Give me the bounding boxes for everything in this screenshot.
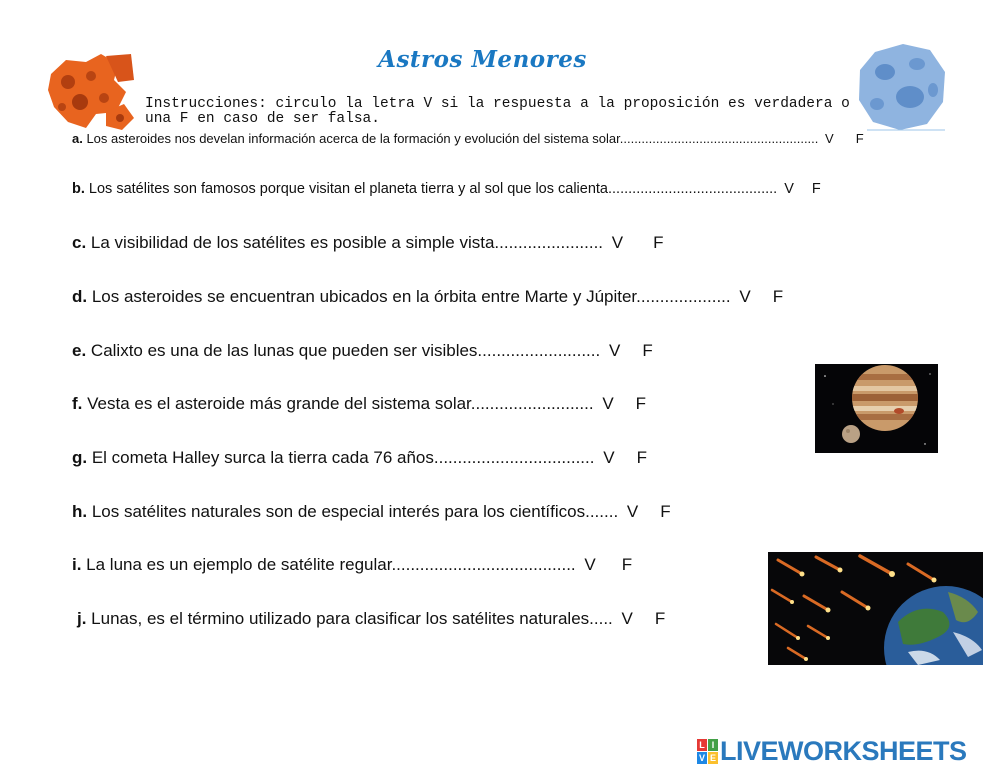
question-letter: j. <box>77 609 87 628</box>
question-text: La luna es un ejemplo de satélite regular....................................... <box>81 555 576 574</box>
question-item <box>72 287 783 307</box>
liveworksheets-logo[interactable] <box>697 735 967 767</box>
option-f[interactable]: F <box>642 341 653 360</box>
question-letter: d. <box>72 287 88 306</box>
option-v[interactable]: V <box>621 609 633 628</box>
option-f[interactable]: F <box>621 555 633 574</box>
question-letter: a. <box>72 131 83 146</box>
option-f[interactable]: F <box>653 233 664 252</box>
logo-tile: I <box>708 739 718 751</box>
question-item <box>77 609 665 629</box>
logo-text: LIVEWORKSHEETS <box>720 735 967 766</box>
option-v[interactable]: V <box>603 448 615 467</box>
meteors-earth-image <box>768 552 983 665</box>
logo-tile: V <box>698 752 705 763</box>
question-text: Los satélites naturales son de especial interés para los científicos....... <box>87 502 619 521</box>
option-v[interactable]: V <box>739 287 751 306</box>
question-text: Calixto es una de las lunas que pueden ser visibles.......................... <box>86 341 601 360</box>
option-v[interactable]: V <box>608 341 621 360</box>
option-f[interactable]: F <box>811 181 821 197</box>
question-letter: g. <box>72 448 88 467</box>
question-item <box>72 181 821 197</box>
question-item <box>72 394 646 414</box>
question-letter: f. <box>72 394 83 413</box>
option-f[interactable]: F <box>636 448 647 467</box>
option-v[interactable]: V <box>784 181 794 197</box>
logo-tile: E <box>709 752 716 763</box>
option-f[interactable]: F <box>855 131 864 146</box>
option-f[interactable]: F <box>772 287 784 306</box>
question-text: Lunas, es el término utilizado para clasificar los satélites naturales..... <box>86 609 613 628</box>
option-f[interactable]: F <box>654 609 666 628</box>
question-text: La visibilidad de los satélites es posible a simple vista....................... <box>86 233 604 252</box>
question-item <box>72 555 632 575</box>
question-letter: h. <box>72 502 88 521</box>
option-v[interactable]: V <box>611 233 624 252</box>
question-letter: e. <box>72 341 87 360</box>
question-item <box>72 502 671 522</box>
option-v[interactable]: V <box>825 131 834 146</box>
question-letter: i. <box>72 555 82 574</box>
question-item <box>72 341 653 361</box>
question-text: Los asteroides se encuentran ubicados en la órbita entre Marte y Júpiter.................... <box>87 287 731 306</box>
option-v[interactable]: V <box>584 555 596 574</box>
question-text: El cometa Halley surca la tierra cada 76 años.................................. <box>87 448 595 467</box>
jupiter-image <box>815 364 938 453</box>
option-f[interactable]: F <box>635 394 647 413</box>
option-v[interactable]: V <box>602 394 614 413</box>
question-text: Los satélites son famosos porque visitan el planeta tierra y al sol que los calienta.......................................... <box>84 181 778 197</box>
option-v[interactable]: V <box>626 502 639 521</box>
question-item <box>72 448 647 468</box>
logo-tiles-icon <box>697 739 718 764</box>
question-text: Vesta es el asteroide más grande del sistema solar.......................... <box>82 394 594 413</box>
question-letter: b. <box>72 181 85 197</box>
page-title: Astros Menores <box>378 46 587 73</box>
question-letter: c. <box>72 233 87 252</box>
option-f[interactable]: F <box>660 502 671 521</box>
instructions-text: Instrucciones: circulo la letra V si la respuesta a la proposición es verdadera o una F en caso de ser falsa. <box>145 96 850 127</box>
logo-tile: L <box>697 739 707 751</box>
question-text: Los asteroides nos develan información acerca de la formación y evolución del sistema solar....................................................... <box>82 131 819 146</box>
question-item <box>72 131 864 146</box>
question-item <box>72 233 664 253</box>
